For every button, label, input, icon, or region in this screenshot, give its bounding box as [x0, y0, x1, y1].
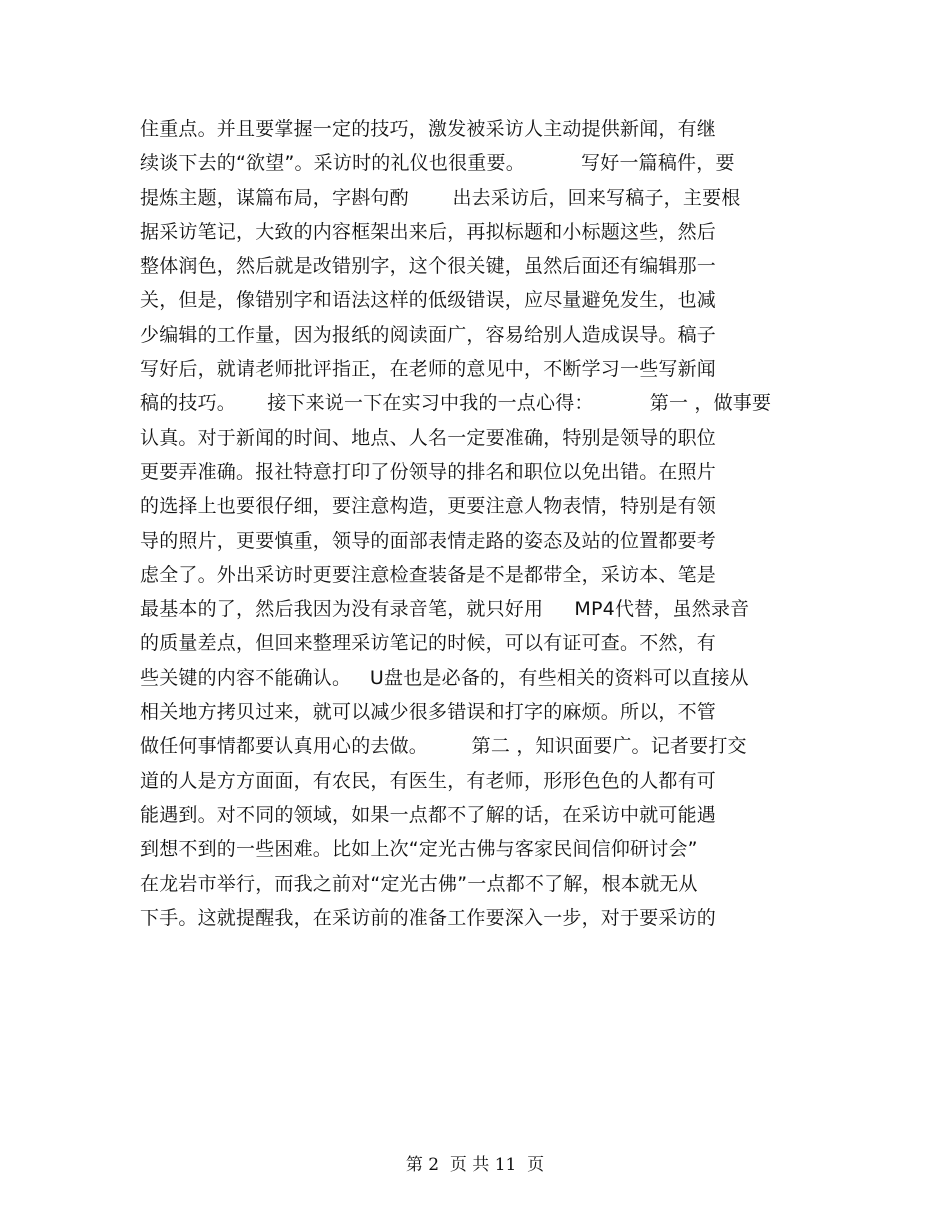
text-line: 导的照片，更要慎重，领导的面部表情走路的姿态及站的位置都要考 [140, 529, 717, 552]
text-line: 据采访笔记，大致的内容框架出来后，再拟标题和小标题这些，然后 [140, 220, 717, 243]
text-line: 续谈下去的“欲望”。采访时的礼仪也很重要。 写好一篇稿件，要 [140, 152, 735, 175]
text-line: 些关键的内容不能确认。 U盘也是必备的，有些相关的资料可以直接从 [140, 666, 749, 689]
text-line: 提炼主题，谋篇布局，字斟句酌 出去采访后，回来写稿子，主要根 [140, 186, 741, 209]
text-line: 相关地方拷贝过来，就可以减少很多错误和打字的麻烦。所以，不管 [140, 701, 717, 724]
text-line: 虑全了。外出采访时更要注意检查装备是不是都带全，采访本、笔是 [140, 563, 717, 586]
text-line: 稿的技巧。 接下来说一下在实习中我的一点心得： 第一 ，做事要 [140, 392, 772, 415]
text-line: 的质量差点，但回来整理采访笔记的时候，可以有证可查。不然，有 [140, 632, 717, 655]
text-line: 更要弄准确。报社特意打印了份领导的排名和职位以免出错。在照片 [140, 460, 717, 483]
text-line: 道的人是方方面面，有农民，有医生，有老师，形形色色的人都有可 [140, 769, 717, 792]
text-line: 认真。对于新闻的时间、地点、人名一定要准确，特别是领导的职位 [140, 426, 717, 449]
body-text [140, 112, 840, 935]
text-line: 下手。这就提醒我，在采访前的准备工作要深入一步，对于要采访的 [140, 906, 717, 929]
text-line: 的选择上也要很仔细，要注意构造，更要注意人物表情，特别是有领 [140, 495, 717, 518]
text-line: 在龙岩市举行，而我之前对“定光古佛”一点都不了解，根本就无从 [140, 872, 698, 895]
text-line: 做任何事情都要认真用心的去做。 第二 ，知识面要广。记者要打交 [140, 735, 747, 758]
page-number-footer: 第 2 页 共 11 页 [405, 1155, 545, 1175]
text-line: 关，但是，像错别字和语法这样的低级错误，应尽量避免发生，也减 [140, 289, 717, 312]
text-line: 住重点。并且要掌握一定的技巧，激发被采访人主动提供新闻，有继 [140, 118, 717, 140]
text-line: 整体润色，然后就是改错别字，这个很关键，虽然后面还有编辑那一 [140, 255, 717, 278]
text-line: 能遇到。对不同的领域，如果一点都不了解的话，在采访中就可能遇 [140, 803, 717, 826]
text-line: 到想不到的一些困难。比如上次“定光古佛与客家民间信仰研讨会” [140, 838, 698, 861]
text-line: 写好后，就请老师批评指正，在老师的意见中，不断学习一些写新闻 [140, 358, 717, 381]
text-line: 最基本的了，然后我因为没有录音笔，就只好用 MP4代替，虽然录音 [140, 598, 750, 621]
text-line: 少编辑的工作量，因为报纸的阅读面广，容易给别人造成误导。稿子 [140, 323, 717, 346]
